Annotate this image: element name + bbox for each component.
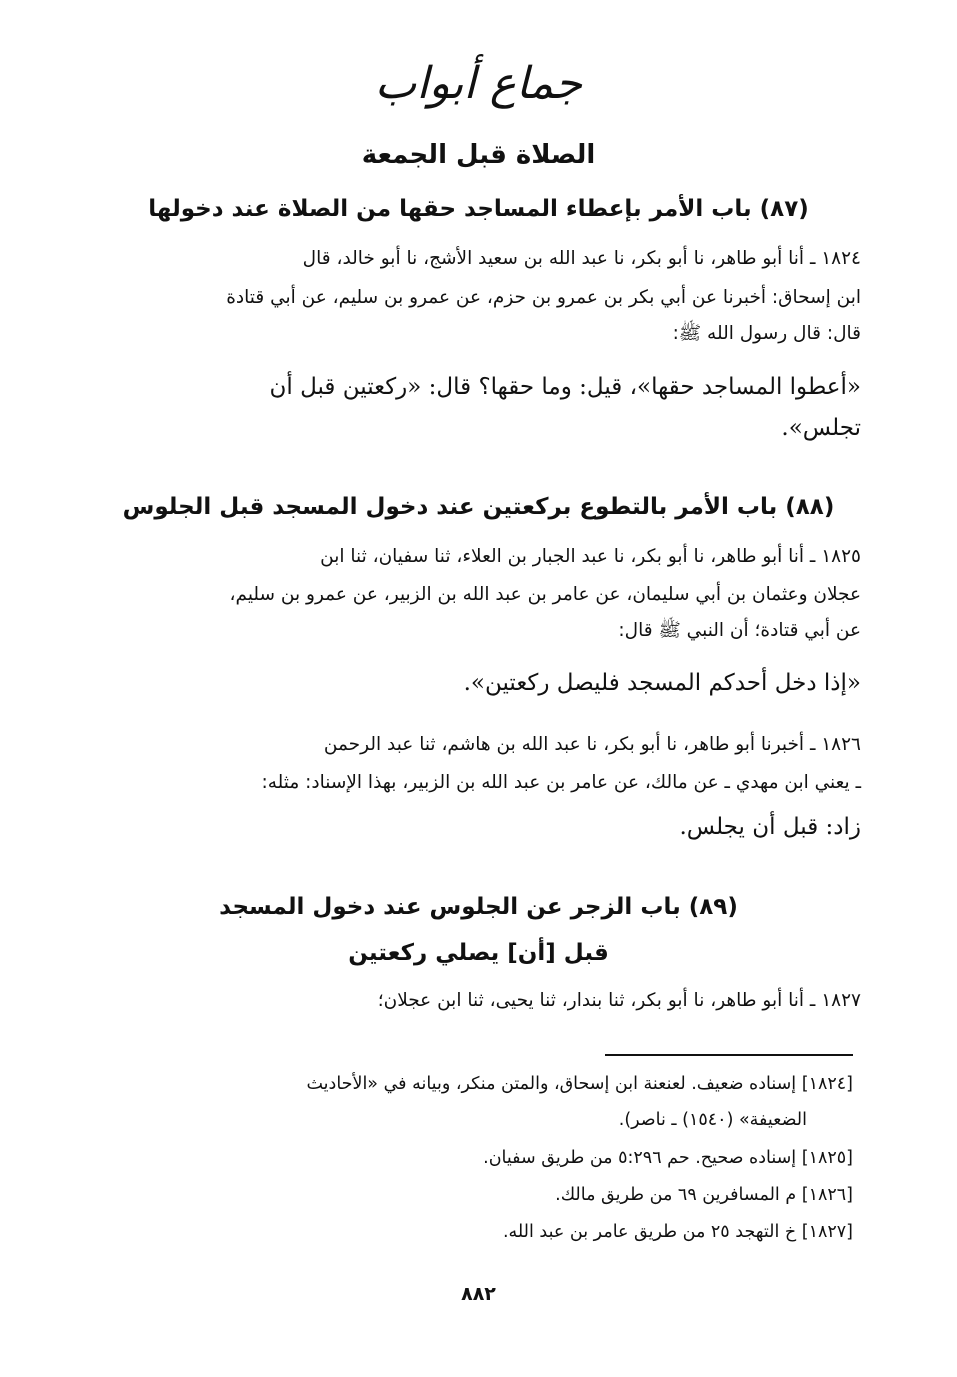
hadith-1826-isnad-line-1: ١٨٢٦ ـ أخبرنا أبو طاهر، نا أبو بكر، نا عبد الله بن هاشم، ثنا عبد الرحمن	[323, 734, 861, 755]
hadith-1827-isnad-line-1: ١٨٢٧ ـ أنا أبو طاهر، نا أبو بكر، ثنا بندار، ثنا يحيى، ثنا ابن عجلان؛	[377, 990, 861, 1011]
footnote-1824-line-1: [١٨٢٤] إسناده ضعيف. لعنعنة ابن إسحاق، والمتن منكر، وبيانه في «الأحاديث	[306, 1074, 853, 1094]
chapter-heading-88: (٨٨) باب الأمر بالتطوع بركعتين عند دخول المسجد قبل الجلوس	[122, 494, 835, 520]
hadith-1824-isnad-line-2: ابن إسحاق: أخبرنا عن أبي بكر بن عمرو بن حزم، عن عمرو بن سليم، عن أبي قتادة	[226, 287, 861, 308]
hadith-1826-isnad-line-2: ـ يعني ابن مهدي ـ عن مالك، عن عامر بن عبد الله بن الزبير، بهذا الإسناد: مثله:	[261, 772, 861, 793]
footnote-1826: [١٨٢٦] م المسافرين ٦٩ من طريق مالك.	[555, 1185, 853, 1205]
hadith-1825-matn: «إذا دخل أحدكم المسجد فليصل ركعتين».	[463, 670, 861, 696]
chapter-heading-89-line-2: قبل [أن] يصلي ركعتين	[348, 940, 609, 966]
hadith-1826-matn: زاد: قبل أن يجلس.	[679, 814, 861, 840]
hadith-1824-isnad-line-3: قال: قال رسول الله ﷺ:	[672, 323, 861, 344]
page-number: ٨٨٢	[461, 1283, 496, 1305]
footnote-1824-line-2: الضعيفة» (١٥٤٠) ـ ناصر).	[618, 1110, 807, 1130]
footnote-1827: [١٨٢٧] خ التهجد ٢٥ من طريق عامر بن عبد الله.	[502, 1222, 853, 1242]
hadith-1825-isnad-line-2: عجلان وعثمان بن أبي سليمان، عن عامر بن عبد الله بن الزبير، عن عمرو بن سليم،	[229, 584, 861, 605]
hadith-1824-isnad-line-1: ١٨٢٤ ـ أنا أبو طاهر، نا أبو بكر، نا عبد الله بن سعيد الأشج، نا أبو خالد، قال	[302, 248, 861, 269]
section-group-title: جماع أبواب	[374, 58, 583, 109]
chapter-heading-87: (٨٧) باب الأمر بإعطاء المساجد حقها من الصلاة عند دخولها	[148, 196, 809, 222]
hadith-1825-isnad-line-3: عن أبي قتادة؛ أن النبي ﷺ قال:	[618, 620, 861, 641]
footnote-1825: [١٨٢٥] إسناده صحيح. حم ٥:٢٩٦ من طريق سفيان.	[483, 1148, 853, 1168]
hadith-1824-matn-line-1: «أعطوا المساجد حقها»، قيل: وما حقها؟ قال: «ركعتين قبل أن	[269, 374, 861, 400]
section-group-subtitle: الصلاة قبل الجمعة	[361, 140, 596, 170]
hadith-1824-matn-line-2: تجلس».	[781, 415, 861, 441]
chapter-heading-89-line-1: (٨٩) باب الزجر عن الجلوس عند دخول المسجد	[219, 894, 738, 920]
hadith-1825-isnad-line-1: ١٨٢٥ ـ أنا أبو طاهر، نا أبو بكر، نا عبد الجبار بن العلاء، ثنا سفيان، ثنا ابن	[320, 546, 861, 567]
footnote-separator	[605, 1054, 853, 1056]
